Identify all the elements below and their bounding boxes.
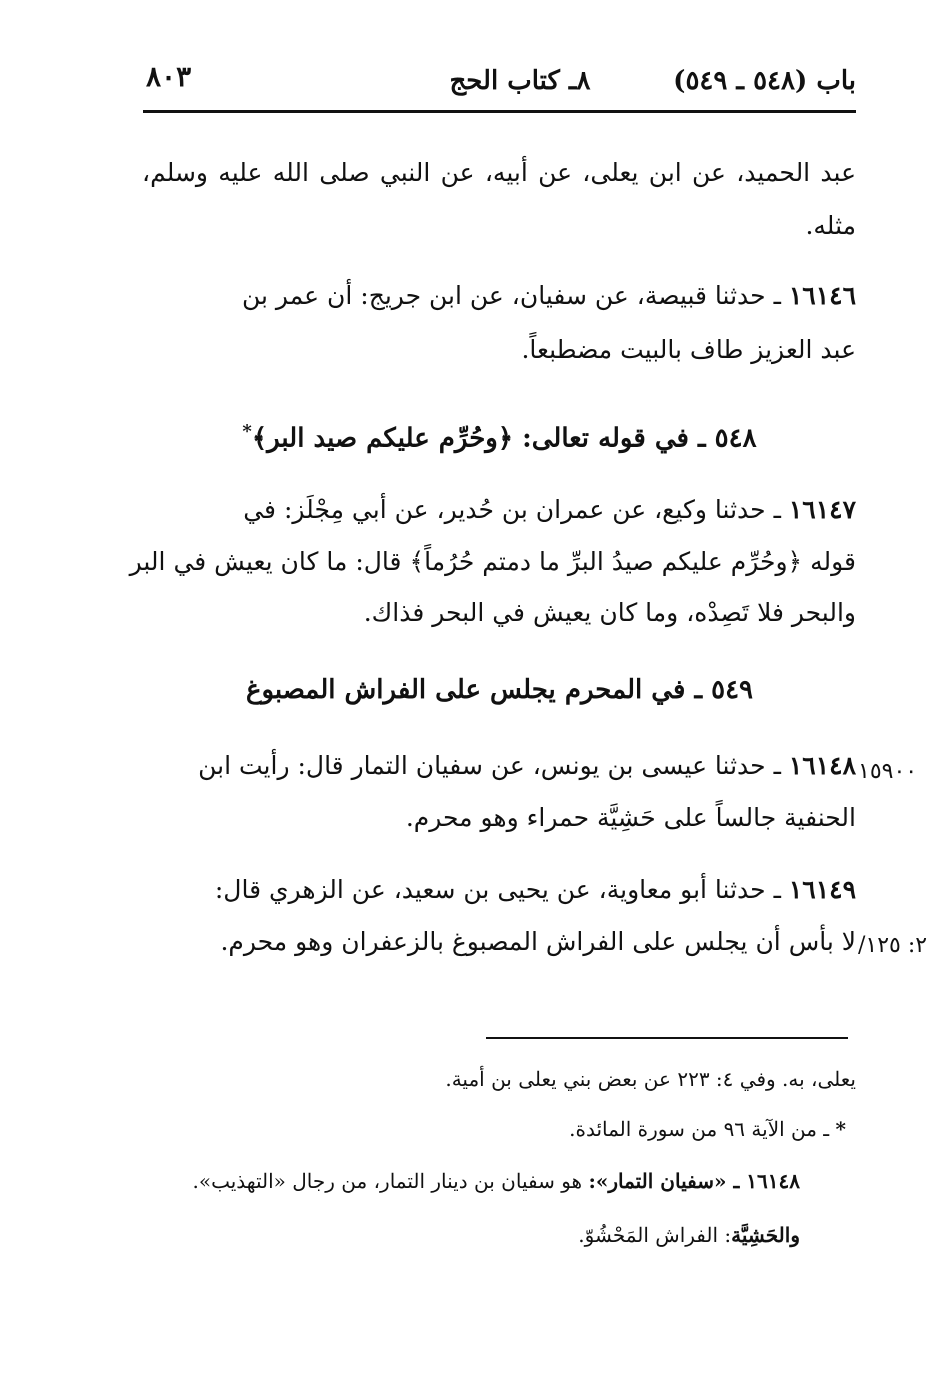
footnote-1: يعلى، به. وفي ٤: ٢٢٣ عن بعض بني يعلى بن أمية. — [445, 1067, 856, 1091]
hadith-text: ـ حدثنا أبو معاوية، عن يحيى بن سعيد، عن الزهري قال: — [214, 875, 781, 904]
footnote-marker: * — [835, 1117, 846, 1141]
chapter-549-heading: ٥٤٩ ـ في المحرم يجلس على الفراش المصبوغ — [245, 675, 754, 705]
hadith-number: ١٦١٤٧ — [788, 495, 856, 524]
hadith-16148-line-2: الحنفية جالساً على حَشِيَّة حمراء وهو محرم. — [405, 803, 856, 832]
header-rule — [143, 110, 856, 113]
hadith-number: ١٦١٤٦ — [788, 281, 856, 310]
footnote-label: ١٦١٤٨ ـ «سفيان التمار»: — [588, 1169, 800, 1193]
footnote-2 — [569, 1112, 846, 1146]
footnote-marker: * — [242, 421, 252, 442]
chapter-title: ٥٤٨ ـ في قوله تعالى: ﴿وحُرِّم عليكم صيد البر﴾ — [251, 423, 757, 454]
margin-reference: ١٥٩٠٠ — [858, 759, 918, 784]
footnote-4 — [578, 1218, 800, 1252]
footnote-text: هو سفيان بن دينار التمار، من رجال «التهذيب». — [192, 1169, 589, 1193]
hadith-text: ـ حدثنا عيسى بن يونس، عن سفيان التمار قال: رأيت ابن — [198, 751, 781, 780]
intro-line-2: مثله. — [805, 211, 856, 240]
intro-line-1: عبد الحميد، عن ابن يعلى، عن أبيه، عن النبي صلى الله عليه وسلم، — [142, 158, 856, 187]
hadith-16148-line-1 — [142, 746, 856, 786]
hadith-16146-line-1 — [142, 276, 856, 316]
hadith-number: ١٦١٤٨ — [788, 751, 856, 780]
hadith-16147-line-3: والبحر فلا تَصِدْه، وما كان يعيش في البحر فذاك. — [363, 598, 856, 627]
hadith-number: ١٦١٤٩ — [788, 875, 856, 904]
hadith-16147-line-1 — [142, 490, 856, 530]
margin-reference: /٢: ١٢٥ — [858, 933, 928, 958]
hadith-text: ـ حدثنا وكيع، عن عمران بن حُدير، عن أبي مِجْلَز: في — [243, 495, 781, 524]
footnote-3 — [192, 1164, 800, 1198]
chapter-548-heading — [143, 412, 856, 459]
book-title: ٨ـ كتاب الحج — [449, 66, 591, 96]
hadith-text: ـ حدثنا قبيصة، عن سفيان، عن ابن جريج: أن عمر بن — [241, 281, 781, 310]
footnote-text: : الفراش المَحْشُوّ. — [578, 1223, 732, 1247]
footnote-label: والحَشِيَّة — [731, 1223, 800, 1247]
hadith-16149-line-2: لا بأس أن يجلس على الفراش المصبوغ بالزعفران وهو محرم. — [220, 927, 856, 956]
section-range: باب (٥٤٨ ـ ٥٤٩) — [673, 66, 856, 96]
page-number: ٨٠٣ — [146, 60, 192, 93]
footnote-text: ـ من الآية ٩٦ من سورة المائدة. — [569, 1117, 830, 1141]
hadith-16146-line-2: عبد العزيز طاف بالبيت مضطبعاً. — [521, 335, 856, 364]
footnote-rule — [486, 1037, 848, 1039]
hadith-16149-line-1 — [142, 870, 856, 910]
hadith-16147-line-2: قوله ﴿وحُرِّم عليكم صيدُ البرِّ ما دمتم حُرُماً﴾ قال: ما كان يعيش في البر — [129, 547, 856, 576]
